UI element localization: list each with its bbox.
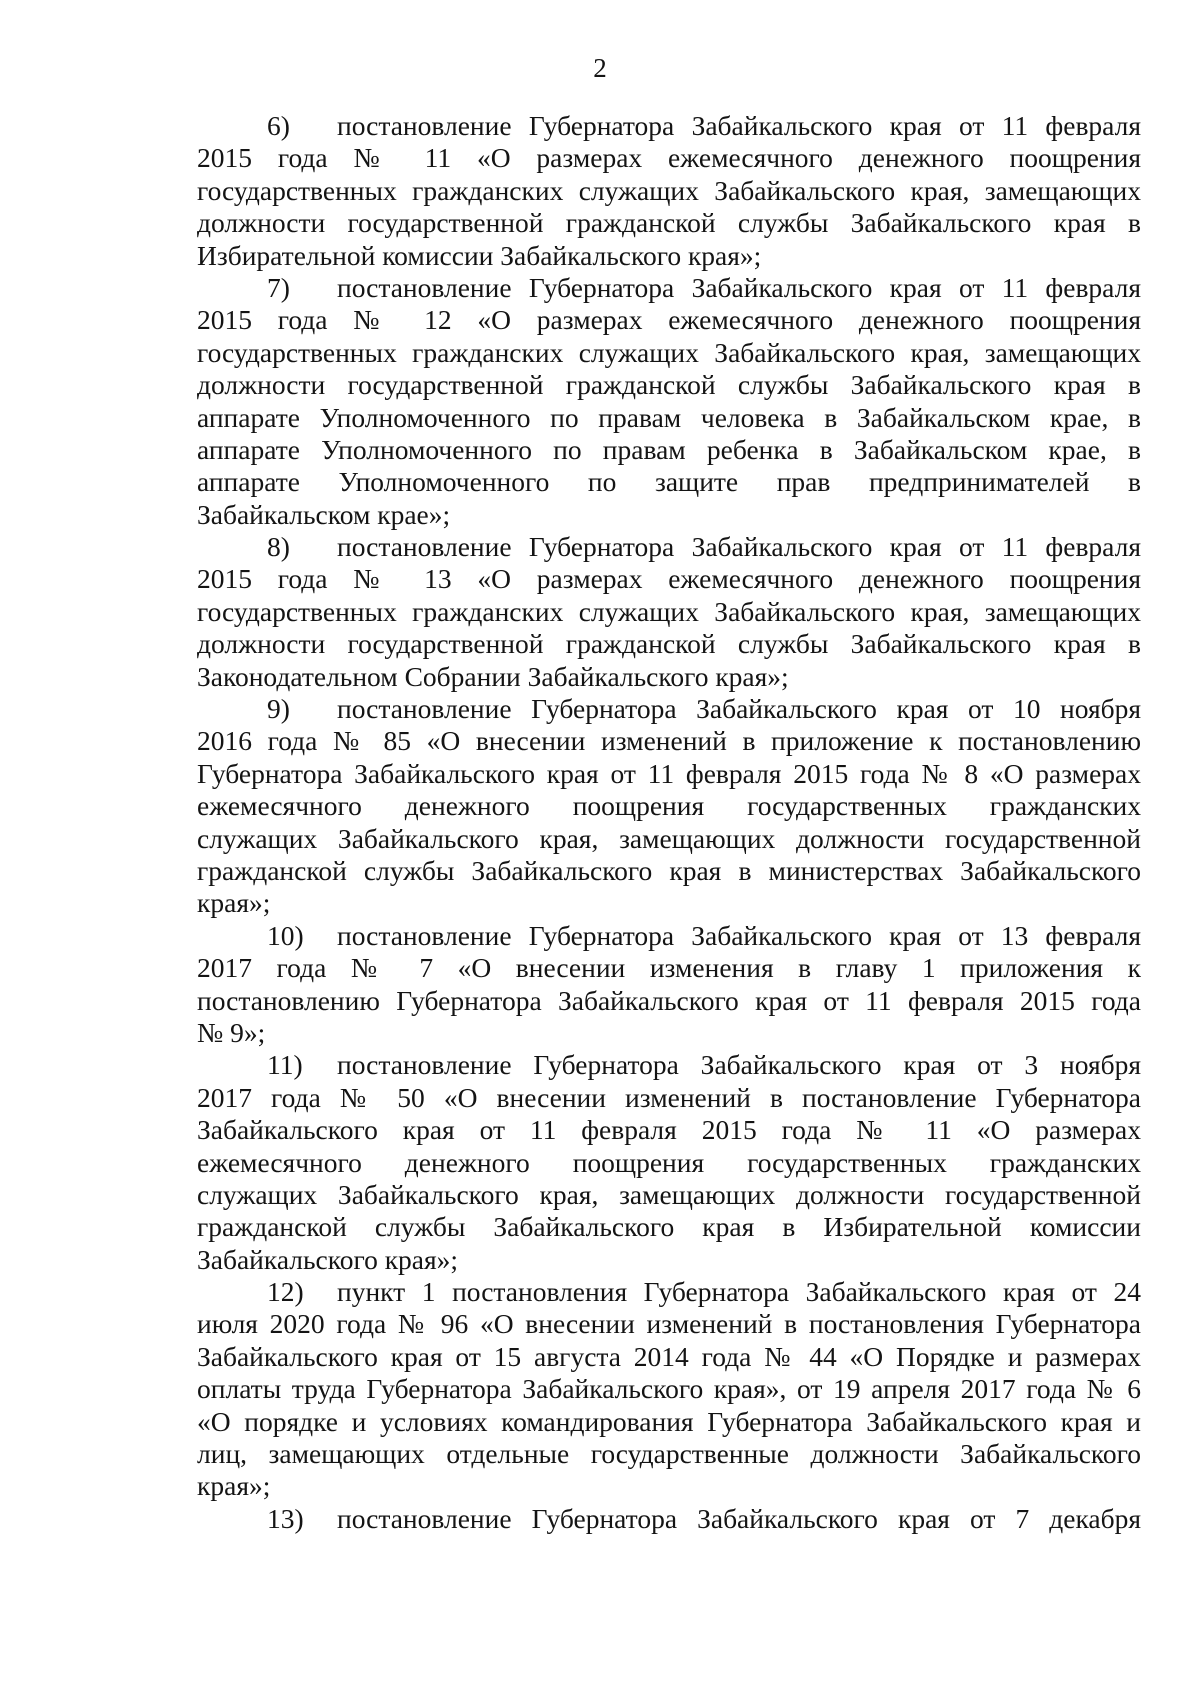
list-item-text: постановление Губернатора Забайкальского края от 11 февраля	[337, 271, 1141, 303]
list-item	[197, 1276, 1141, 1503]
list-item-text: пункт 1 постановления Губернатора Забайкальского края от 24	[337, 1276, 1141, 1308]
list-item-line: лиц, замещающих отдельные государственные должности Забайкальского	[197, 1438, 1141, 1470]
list-item-first-line	[197, 693, 1141, 725]
list-item-line: Законодательном Собрании Забайкальского края»;	[197, 660, 789, 692]
list-item-line: Забайкальском крае»;	[197, 498, 451, 530]
list-item-line: ежемесячного денежного поощрения государственных гражданских	[197, 790, 1141, 822]
list-item-line: Избирательной комиссии Забайкальского края»;	[197, 239, 762, 271]
list-item-line: ежемесячного денежного поощрения государственных гражданских	[197, 1146, 1141, 1178]
list-item	[197, 272, 1141, 531]
list-item-text: постановление Губернатора Забайкальского края от 10 ноября	[337, 693, 1141, 725]
list-item-line: 2016 года № 85 «О внесении изменений в приложение к постановлению	[197, 725, 1141, 757]
list-item-line: постановлению Губернатора Забайкальского края от 11 февраля 2015 года	[197, 984, 1141, 1016]
list-item-number: 8)	[267, 531, 290, 563]
list-item-line: служащих Забайкальского края, замещающих должности государственной	[197, 1178, 1141, 1210]
list-item-line: края»;	[197, 1470, 271, 1502]
list-item-line: «О порядке и условиях командирования Губернатора Забайкальского края и	[197, 1405, 1141, 1437]
list-item	[197, 1049, 1141, 1276]
list-item	[197, 920, 1141, 1050]
list-item-line: № 9»;	[197, 1016, 266, 1048]
document-body	[197, 110, 1141, 1535]
list-item-line: должности государственной гражданской службы Забайкальского края в	[197, 207, 1141, 239]
list-item-number: 6)	[267, 110, 290, 141]
list-item-line: аппарате Уполномоченного по правам ребенка в Забайкальском крае, в	[197, 433, 1141, 465]
list-item-first-line	[197, 920, 1141, 952]
list-item-line: государственных гражданских служащих Забайкальского края, замещающих	[197, 595, 1141, 627]
list-item-line: 2017 года № 7 «О внесении изменения в главу 1 приложения к	[197, 952, 1141, 984]
list-item-line: аппарате Уполномоченного по защите прав предпринимателей в	[197, 466, 1141, 498]
list-item-number: 7)	[267, 271, 290, 303]
list-item-number: 11)	[267, 1049, 303, 1081]
list-item-first-line	[197, 531, 1141, 563]
list-item-first-line	[197, 1049, 1141, 1081]
list-item-line: 2015 года № 11 «О размерах ежемесячного денежного поощрения	[197, 142, 1141, 174]
list-item-text: постановление Губернатора Забайкальского края от 13 февраля	[337, 919, 1141, 951]
list-item-number: 10)	[267, 919, 304, 951]
list-item	[197, 531, 1141, 693]
list-item-line: должности государственной гражданской службы Забайкальского края в	[197, 369, 1141, 401]
list-item-line: 2015 года № 12 «О размерах ежемесячного денежного поощрения	[197, 304, 1141, 336]
list-item-text: постановление Губернатора Забайкальского края от 3 ноября	[337, 1049, 1141, 1081]
list-item-text: постановление Губернатора Забайкальского края от 11 февраля	[337, 531, 1141, 563]
page-number: 2	[593, 53, 607, 83]
list-item-first-line	[197, 1503, 1141, 1535]
list-item-line: июля 2020 года № 96 «О внесении изменений в постановления Губернатора	[197, 1308, 1141, 1340]
list-item-first-line	[197, 110, 1141, 142]
list-item-line: 2015 года № 13 «О размерах ежемесячного денежного поощрения	[197, 563, 1141, 595]
list-item-line: государственных гражданских служащих Забайкальского края, замещающих	[197, 174, 1141, 206]
list-item-number: 9)	[267, 693, 290, 725]
list-item	[197, 110, 1141, 272]
list-item-line: служащих Забайкальского края, замещающих должности государственной	[197, 822, 1141, 854]
list-item-number: 12)	[267, 1276, 304, 1308]
list-item-line: гражданской службы Забайкальского края в Избирательной комиссии	[197, 1211, 1141, 1243]
list-item-line: Губернатора Забайкальского края от 11 февраля 2015 года № 8 «О размерах	[197, 757, 1141, 789]
list-item	[197, 693, 1141, 920]
list-item	[197, 1503, 1141, 1535]
list-item-line: оплаты труда Губернатора Забайкальского края», от 19 апреля 2017 года № 6	[197, 1373, 1141, 1405]
list-item-line: края»;	[197, 887, 271, 919]
list-item-line: должности государственной гражданской службы Забайкальского края в	[197, 628, 1141, 660]
list-item-text: постановление Губернатора Забайкальского края от 11 февраля	[337, 110, 1141, 141]
list-item-line: государственных гражданских служащих Забайкальского края, замещающих	[197, 336, 1141, 368]
list-item-line: 2017 года № 50 «О внесении изменений в постановление Губернатора	[197, 1081, 1141, 1113]
list-item-number: 13)	[267, 1502, 304, 1534]
list-item-line: аппарате Уполномоченного по правам человека в Забайкальском крае, в	[197, 401, 1141, 433]
list-item-line: Забайкальского края»;	[197, 1243, 459, 1275]
list-item-first-line	[197, 1276, 1141, 1308]
list-item-first-line	[197, 272, 1141, 304]
list-item-text: постановление Губернатора Забайкальского края от 7 декабря	[337, 1502, 1141, 1534]
list-item-line: гражданской службы Забайкальского края в министерствах Забайкальского	[197, 854, 1141, 886]
list-item-line: Забайкальского края от 11 февраля 2015 года № 11 «О размерах	[197, 1114, 1141, 1146]
list-item-line: Забайкальского края от 15 августа 2014 года № 44 «О Порядке и размерах	[197, 1340, 1141, 1372]
